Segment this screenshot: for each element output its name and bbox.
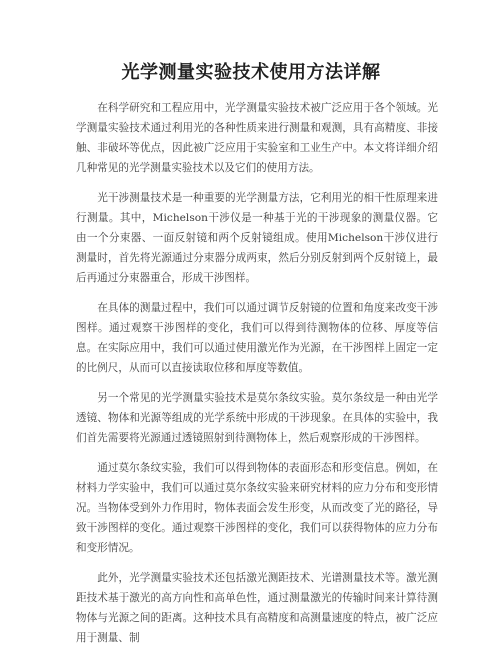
document-title: 光学测量实验技术使用方法详解 xyxy=(121,62,381,83)
paragraph-measurement-process: 在具体的测量过程中，我们可以通过调节反射镜的位置和角度来改变干涉图样。通过观察干涉图样的变化，我们可以得到待测物体的位移、厚度等信息。在实际应用中，我们可以通过使用激光作为光源，在干涉图样上固定一定的比例尺，从而可以直接读取位移和厚度等数值。 xyxy=(76,302,438,374)
document-body xyxy=(76,98,438,658)
paragraph-intro: 在科学研究和工程应用中，光学测量实验技术被广泛应用于各个领域。光学测量实验技术通过利用光的各种性质来进行测量和观测，具有高精度、非接触、非破坏等优点，因此被广泛应用于实验室和工业生产中。本文将详细介绍几种常见的光学测量实验技术以及它们的使用方法。 xyxy=(76,102,438,174)
paragraph-laser-ranging: 此外，光学测量实验技术还包括激光测距技术、光谱测量技术等。激光测距技术基于激光的高方向性和高单色性，通过测量激光的传输时间来计算待测物体与光源之间的距离。这种技术具有高精度和高测量速度的特点，被广泛应用于测量、制 xyxy=(76,572,438,644)
paragraph-moire-fringe: 另一个常见的光学测量实验技术是莫尔条纹实验。莫尔条纹是一种由光学透镜、物体和光源等组成的光学系统中形成的干涉现象。在具体的实验中，我们首先需要将光源通过透镜照射到待测物体上，然后观察形成的干涉图样。 xyxy=(76,392,438,444)
paragraph-interferometry: 光干涉测量技术是一种重要的光学测量方法，它利用光的相干性原理来进行测量。其中，Michelson干涉仪是一种基于光的干涉现象的测量仪器。它由一个分束器、一面反射镜和两个反射镜组成。使用Michelson干涉仪进行测量时，首先将光源通过分束器分成两束，然后分别反射到两个反射镜上，最后再通过分束器重合，形成干涉图样。 xyxy=(76,192,438,284)
paragraph-moire-application: 通过莫尔条纹实验，我们可以得到物体的表面形态和形变信息。例如，在材料力学实验中，我们可以通过莫尔条纹实验来研究材料的应力分布和变形情况。当物体受到外力作用时，物体表面会发生形变，从而改变了光的路径，导致干涉图样的变化。通过观察干涉图样的变化，我们可以获得物体的应力分布和变形情况。 xyxy=(76,462,438,554)
